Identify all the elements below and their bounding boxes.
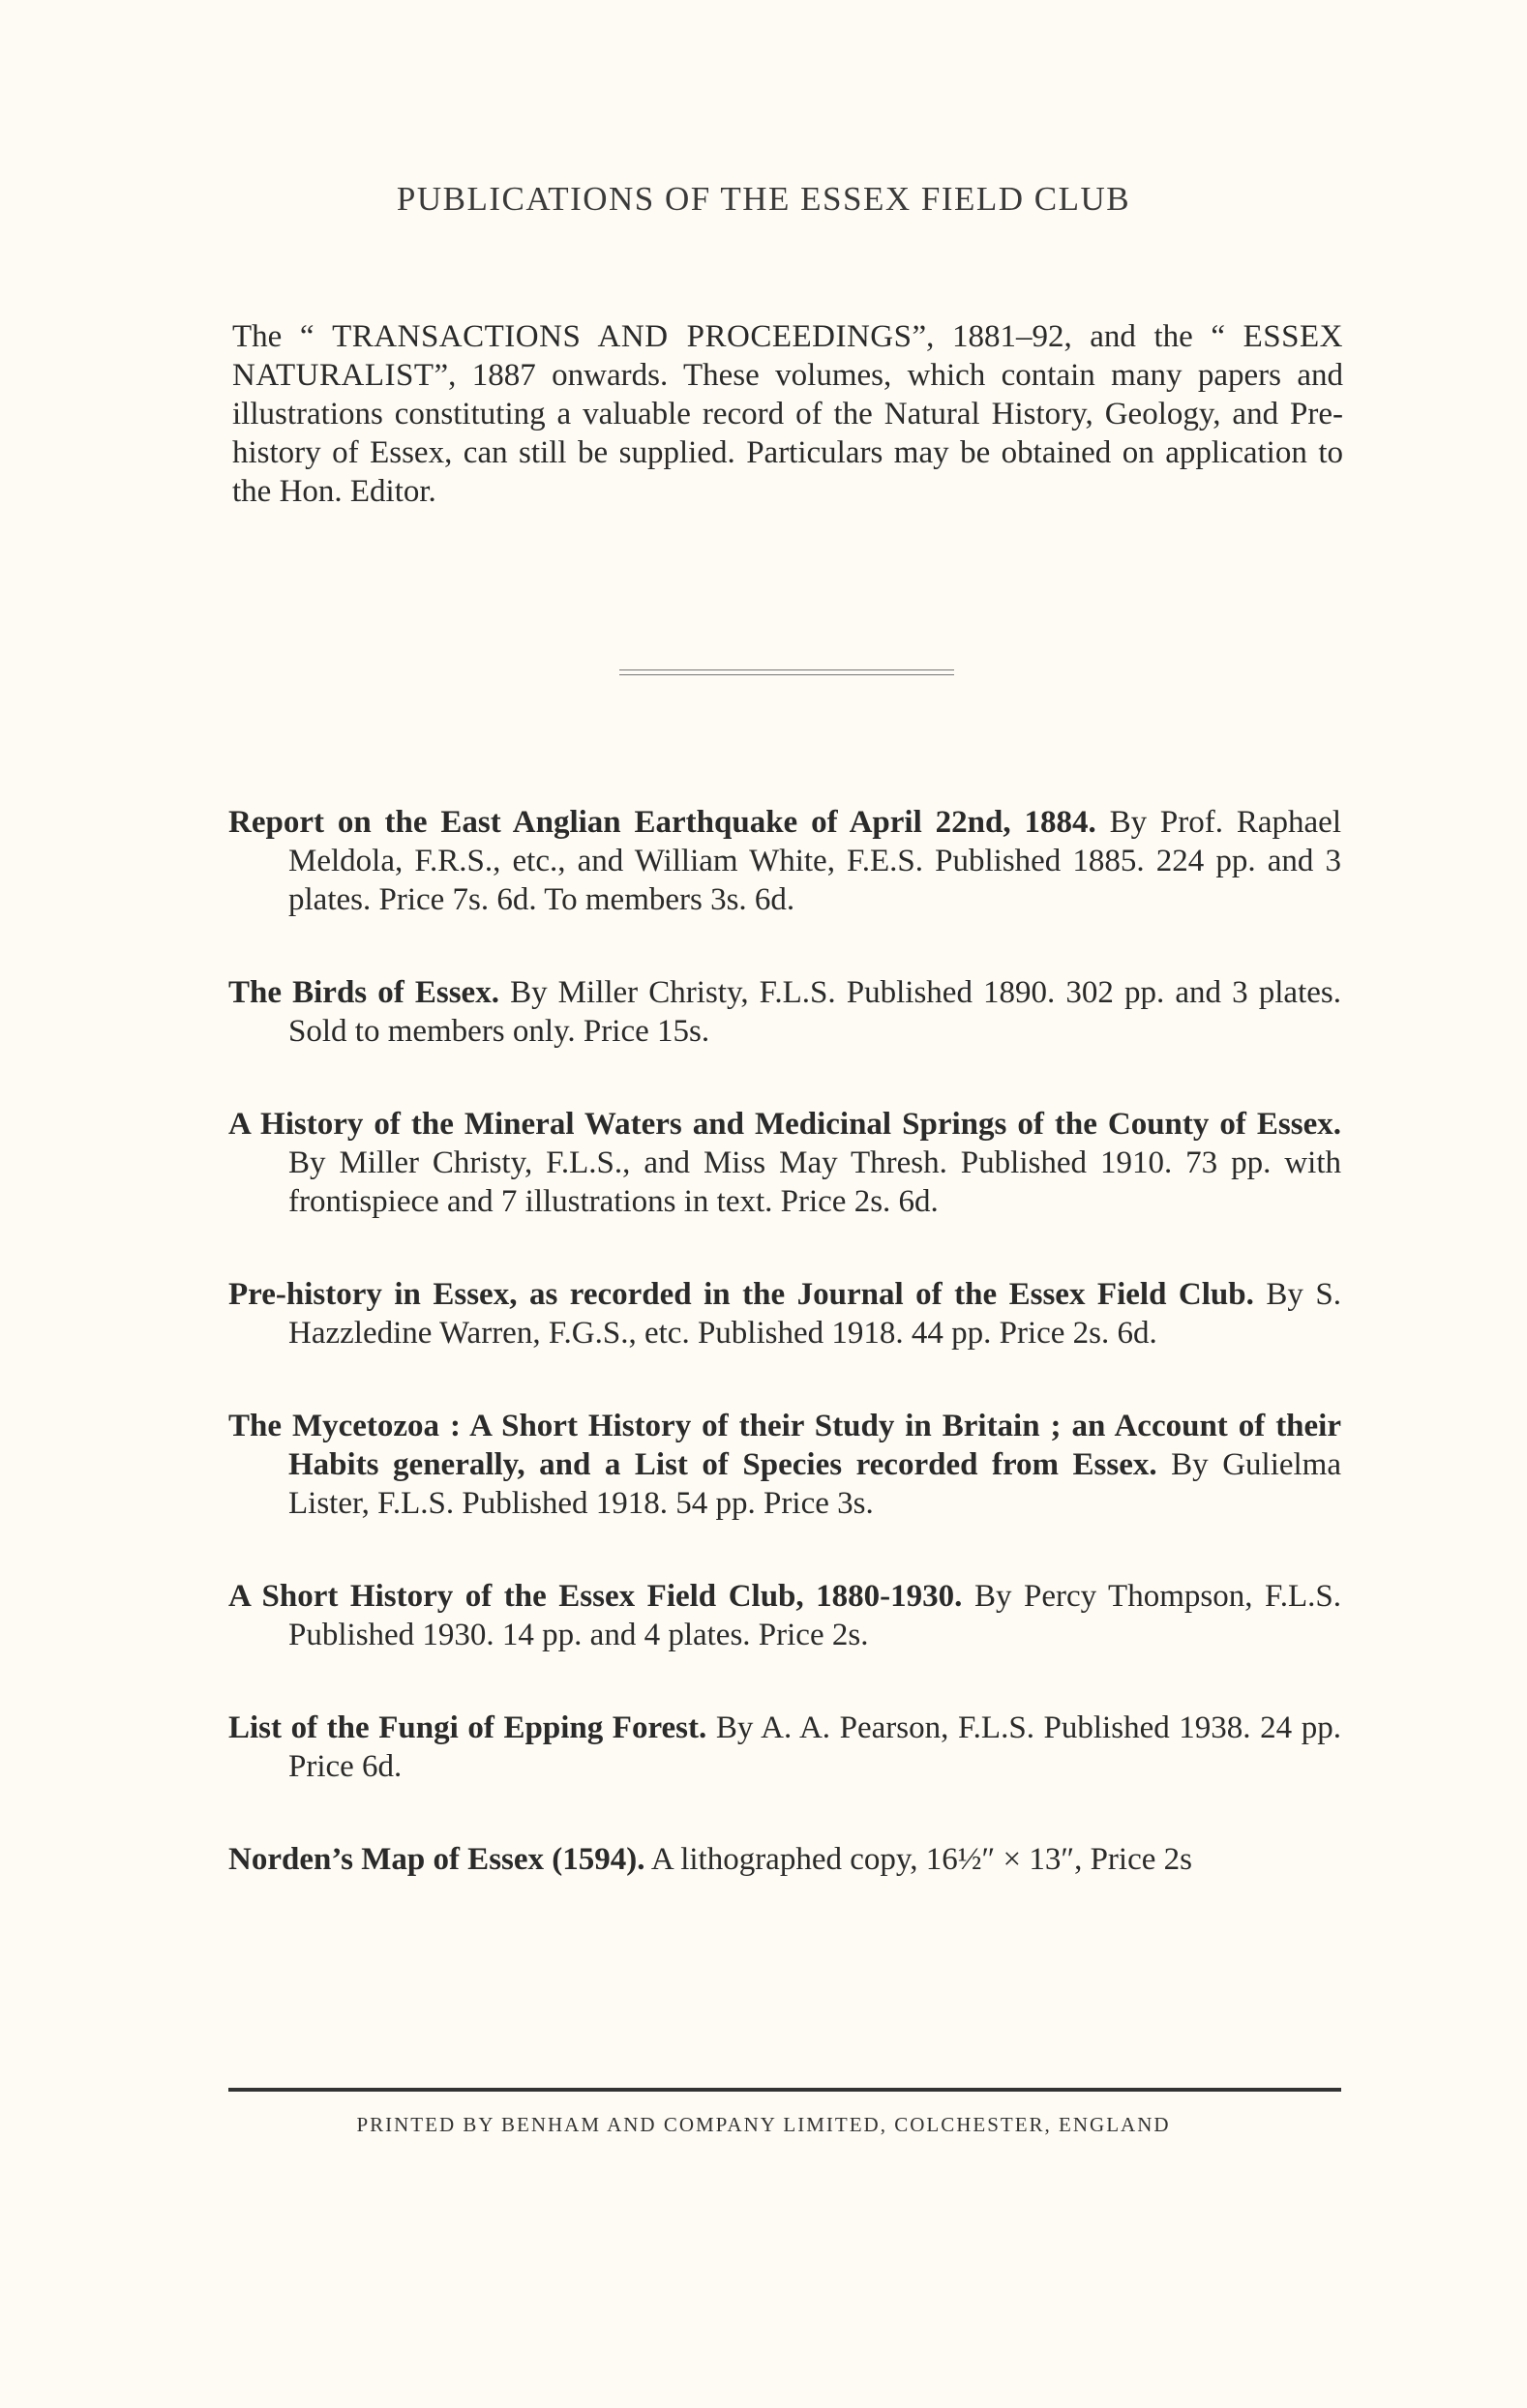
entry-title: Norden’s Map of Essex (1594). [228, 1842, 645, 1877]
entry-title: The Mycetozoa : A Short History of their Study in Britain ; an Account of their Habits generally, and a List of Species recorded from Essex. [228, 1409, 1341, 1482]
entry-details: By Miller Christy, F.L.S., and Miss May Thresh. Published 1910. 73 pp. with frontispiece and 7 illustrations in text. Price 2s. 6d. [288, 1145, 1341, 1219]
entry-title: Report on the East Anglian Earthquake of April 22nd, 1884. [228, 805, 1096, 840]
list-item [228, 1275, 1341, 1353]
entry-details: By A. A. Pearson, F.L.S. Published 1938. 24 pp. Price 6d. [288, 1710, 1341, 1784]
entry-title: A Short History of the Essex Field Club, 1880-1930. [228, 1579, 963, 1614]
printer-imprint: PRINTED BY BENHAM AND COMPANY LIMITED, COLCHESTER, ENGLAND [356, 2113, 1171, 2136]
list-item [228, 1840, 1341, 1879]
list-item [228, 973, 1341, 1051]
entry-title: A History of the Mineral Waters and Medicinal Springs of the County of Essex. [228, 1107, 1341, 1142]
list-item [228, 803, 1341, 919]
intro-paragraph [232, 317, 1343, 511]
list-item [228, 1577, 1341, 1654]
section-divider [619, 669, 954, 675]
intro-text-1: The “ [232, 319, 333, 354]
list-item [228, 1709, 1341, 1786]
page-title: PUBLICATIONS OF THE ESSEX FIELD CLUB [396, 180, 1131, 218]
publication-list [228, 803, 1341, 1933]
entry-title: The Birds of Essex. [228, 975, 499, 1010]
intro-transactions-title: TRANSACTIONS AND PROCEEDINGS [332, 319, 913, 354]
entry-title: Pre-history in Essex, as recorded in the Journal of the Essex Field Club. [228, 1277, 1254, 1312]
entry-details: By Gulielma Lister, F.L.S. Published 1918. 54 pp. Price 3s. [288, 1447, 1341, 1521]
entry-details: A lithographed copy, 16½″ × 13″, Price 2s [644, 1842, 1192, 1877]
entry-details: By Prof. Raphael Meldola, F.R.S., etc., and William White, F.E.S. Published 1885. 224 pp. and 3 plates. Price 7s. 6d. To members 3s. 6d. [288, 805, 1341, 917]
entry-details: By S. Hazzledine Warren, F.G.S., etc. Published 1918. 44 pp. Price 2s. 6d. [288, 1277, 1341, 1351]
list-item [228, 1407, 1341, 1523]
intro-text-3: ”, 1887 onwards. These volumes, which contain many papers and illustrations constituting a valuable record of the Natural History, Geology, and Pre-history of Essex, can still be supplied. Particulars may be obtained on application to the Hon. Editor. [232, 358, 1343, 509]
footer-rule [228, 2088, 1341, 2092]
entry-details: By Miller Christy, F.L.S. Published 1890. 302 pp. and 3 plates. Sold to members only. Price 15s. [288, 975, 1341, 1049]
entry-details: By Percy Thompson, F.L.S. Published 1930. 14 pp. and 4 plates. Price 2s. [288, 1579, 1341, 1652]
intro-text-2: ”, 1881–92, and the “ [912, 319, 1243, 354]
list-item [228, 1105, 1341, 1221]
entry-title: List of the Fungi of Epping Forest. [228, 1710, 707, 1745]
intro-naturalist-title: ESSEX NATURALIST [232, 319, 1343, 393]
